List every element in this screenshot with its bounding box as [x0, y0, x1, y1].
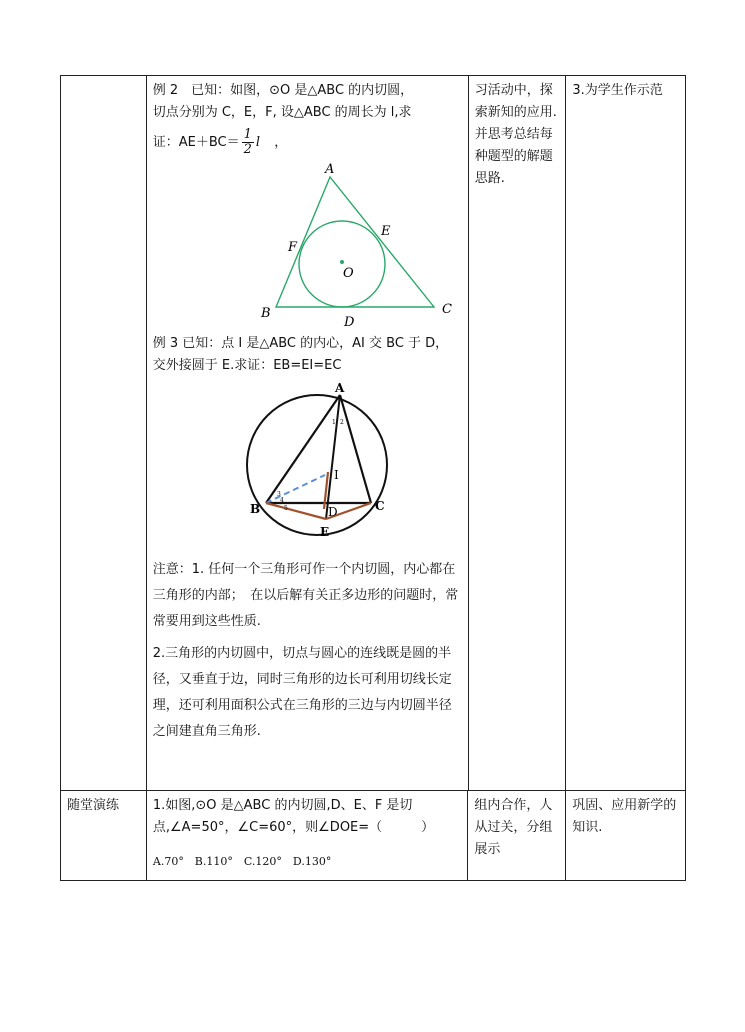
example-2-line-3-suffix: ， — [274, 135, 288, 150]
design-intent-cell: 3.为学生作示范 — [566, 76, 686, 790]
note-2: 2.三角形的内切圆中，切点与圆心的连线既是圆的半径，又垂直于边，同时三角形的边长可利用切线长定理，还可利用面积公式在三角形的三边与内切圆半径之间建直角三角形. — [152, 646, 452, 739]
note-1: 注意：1. 任何一个三角形可作一个内切圆，内心都在三角形的内部； 在以后解有关正多边形的问题时，常常要用到这些性质. — [152, 562, 459, 629]
practice-question: 1.如图,⊙O 是△ABC 的内切圆,D、E、F 是切点,∠A=50°，∠C=60°，则∠DOE=（ ） — [152, 798, 435, 835]
example-2-line-3 — [153, 128, 462, 157]
label-b: B — [260, 306, 271, 321]
example-2-line-3-prefix: 证：AE＋BC＝ — [152, 135, 240, 150]
label-a: A — [324, 162, 335, 177]
triangle-abc — [276, 177, 434, 307]
angle-2-label: 2 — [339, 419, 344, 426]
angle-3-label: 3 — [276, 491, 281, 498]
practice-options: A.70° B.110° C.120° D.130° — [152, 855, 332, 868]
table-row — [60, 75, 686, 790]
circumcircle — [247, 395, 387, 535]
label-b: B — [249, 502, 260, 516]
label-d: D — [343, 315, 355, 330]
angle-4-label: 4 — [279, 497, 284, 504]
stage-cell — [61, 76, 147, 790]
fraction-denominator: 2 — [243, 142, 252, 157]
label-o: O — [342, 266, 354, 281]
example-3-line-1: 例 3 已知：点 I 是△ABC 的内心，AI 交 BC 于 D， — [152, 336, 449, 351]
segment-be — [266, 503, 326, 519]
circumcircle-figure — [153, 379, 463, 551]
perimeter-variable: l — [255, 135, 261, 150]
incircle-figure — [153, 159, 463, 331]
student-activity-cell: 习活动中，探索新知的应用.并思考总结每种题型的解题思路. — [469, 76, 567, 790]
fraction-numerator: 1 — [243, 127, 252, 142]
lesson-table — [60, 75, 686, 881]
angle-5-label: 5 — [283, 505, 288, 512]
incenter-dot — [340, 260, 344, 264]
example-3-line-2: 交外接圆于 E.求证：EB=EI=EC — [152, 358, 342, 373]
label-f: F — [287, 240, 297, 255]
side-ac — [340, 395, 371, 503]
label-c: C — [441, 302, 452, 317]
student-activity-cell: 组内合作，人从过关，分组展示 — [468, 791, 566, 880]
design-intent-cell: 巩固、应用新学的知识. — [566, 791, 686, 880]
label-c: C — [374, 499, 385, 513]
label-i: I — [333, 468, 339, 482]
content-cell — [147, 76, 469, 790]
example-2 — [153, 80, 462, 157]
table-row — [60, 790, 686, 881]
example-2-line-1: 例 2 已知：如图，⊙O 是△ABC 的内切圆， — [152, 83, 414, 98]
fraction — [242, 128, 254, 157]
label-a: A — [334, 381, 345, 395]
example-2-line-2: 切点分别为 C，E，F, 设△ABC 的周长为 l,求 — [152, 105, 412, 120]
label-d: D — [327, 505, 338, 519]
label-e: E — [319, 525, 329, 539]
example-3 — [153, 333, 462, 377]
stage-cell: 随堂演练 — [61, 791, 147, 880]
label-e: E — [380, 224, 391, 239]
content-cell — [147, 791, 468, 880]
angle-1-label: 1 — [331, 419, 336, 426]
